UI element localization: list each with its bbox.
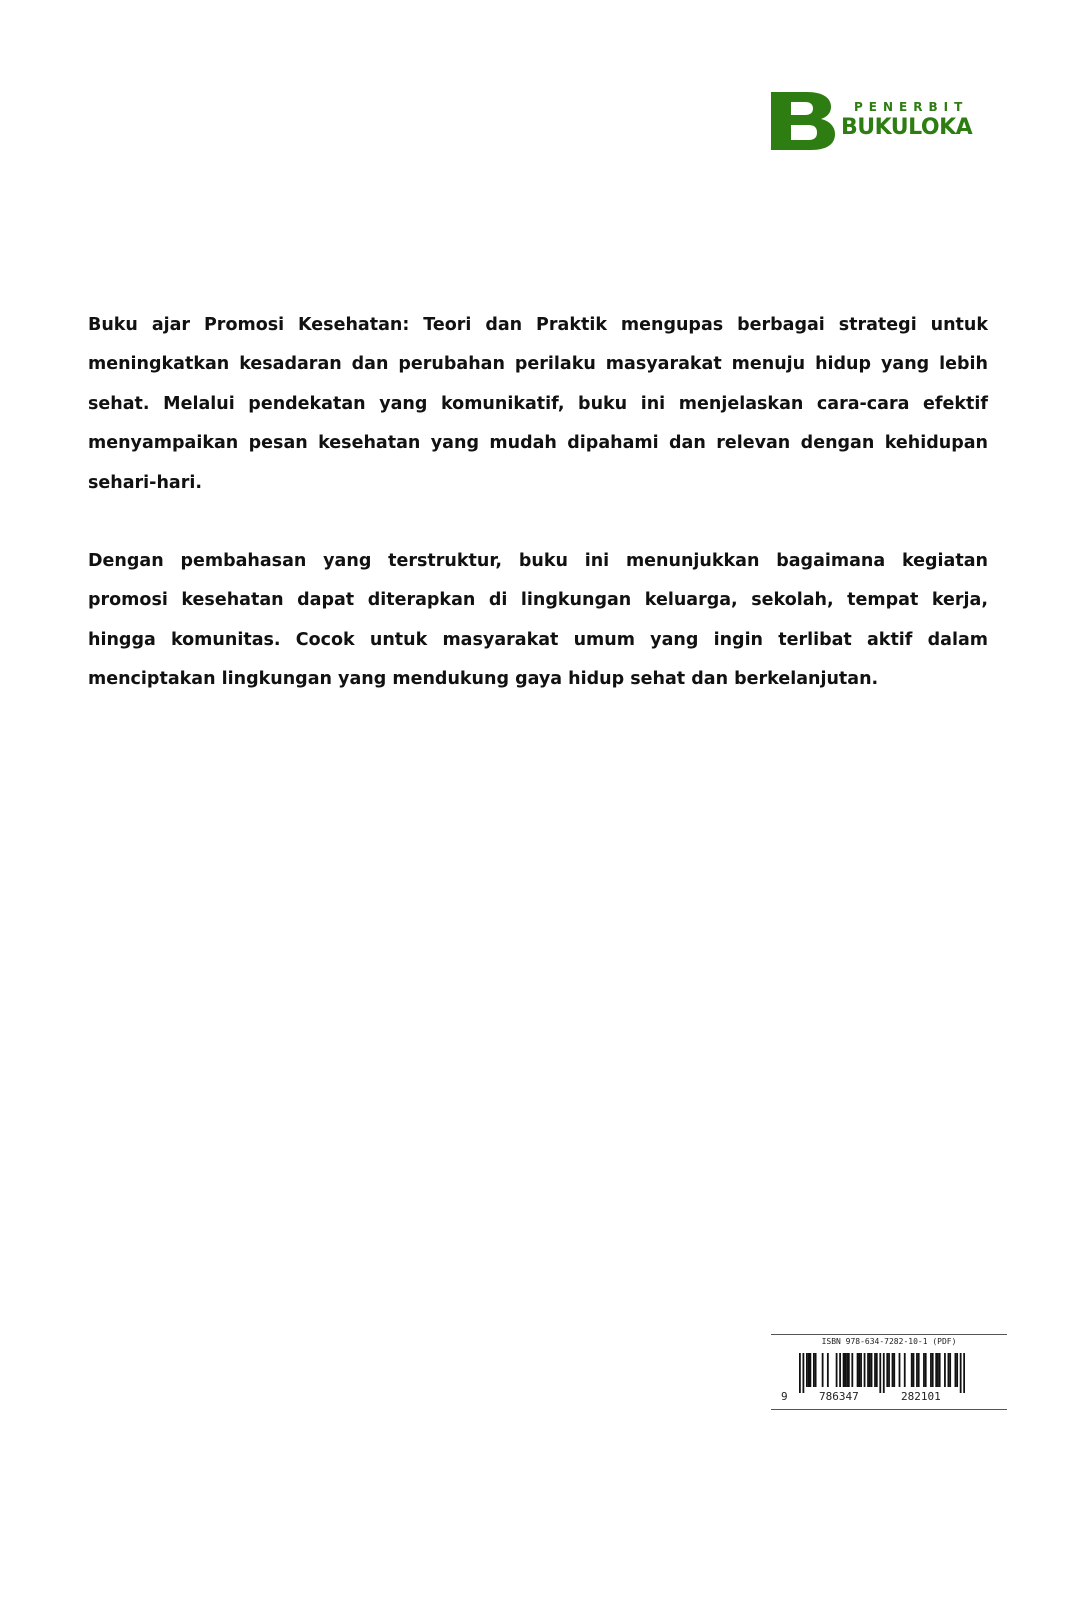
barcode-bar <box>956 1353 958 1387</box>
barcode-bar <box>948 1353 950 1387</box>
barcode-bar <box>883 1353 885 1393</box>
barcode-bar <box>874 1353 876 1387</box>
barcode-bar <box>822 1353 824 1387</box>
barcode-bar <box>955 1353 957 1387</box>
back-cover-blurb <box>88 306 988 739</box>
letter-b-logo-icon <box>771 92 835 150</box>
barcode-bar <box>836 1353 838 1387</box>
barcode-bar <box>939 1353 941 1387</box>
barcode-bar <box>893 1353 895 1387</box>
barcode-bar <box>827 1353 829 1387</box>
barcode-bar <box>806 1353 808 1387</box>
publisher-prefix: PENERBIT <box>854 100 969 114</box>
barcode-first-digit: 9 <box>781 1390 788 1403</box>
barcode-bar <box>899 1353 901 1387</box>
barcode-bar <box>925 1353 927 1387</box>
barcode-bar <box>864 1353 866 1387</box>
barcode-bar <box>869 1353 871 1387</box>
barcode-bar <box>949 1353 951 1387</box>
barcode-bar <box>937 1353 939 1387</box>
barcode-bar <box>844 1353 846 1387</box>
barcode-bar <box>911 1353 913 1387</box>
barcode-bar <box>932 1353 934 1387</box>
barcode-bar <box>888 1353 890 1387</box>
barcode-bar <box>867 1353 869 1387</box>
barcode-bar <box>857 1353 859 1387</box>
barcode-bar <box>808 1353 810 1387</box>
barcode-bar <box>860 1353 862 1387</box>
barcode-bar <box>809 1353 811 1387</box>
barcode-bar <box>886 1353 888 1387</box>
barcode-bar <box>918 1353 920 1387</box>
barcode-bar <box>843 1353 845 1387</box>
blurb-paragraph-1: Buku ajar Promosi Kesehatan: Teori dan Praktik mengupas berbagai strategi untuk meningkatkan kesadaran dan perubahan perilaku masyarakat menuju hidup yang lebih sehat. Melalui pendekatan yang komunikatif, buku ini menjelaskan cara-cara efektif menyampaikan pesan kesehatan yang mudah dipahami dan relevan dengan kehidupan sehari-hari. <box>88 315 988 493</box>
barcode-bar <box>848 1353 850 1387</box>
barcode-bar <box>904 1353 906 1387</box>
publisher-name: BUKULOKA <box>841 115 973 140</box>
barcode-bar <box>879 1353 881 1393</box>
barcode-bar <box>935 1353 937 1387</box>
barcode-bar <box>916 1353 918 1387</box>
barcode-bar <box>799 1353 801 1393</box>
isbn-barcode-block <box>771 1334 1007 1410</box>
barcode-bar <box>930 1353 932 1387</box>
barcode-bar <box>913 1353 915 1387</box>
barcode-bar <box>960 1353 962 1393</box>
barcode-icon <box>799 1353 965 1393</box>
barcode-bar <box>813 1353 815 1387</box>
barcode-bar <box>846 1353 848 1387</box>
barcode-right-digits: 282101 <box>901 1390 941 1403</box>
barcode-bar <box>802 1353 804 1393</box>
barcode-bar <box>876 1353 878 1387</box>
barcode-bar <box>815 1353 817 1387</box>
isbn-label: ISBN 978-634-7282-10-1 (PDF) <box>821 1337 957 1346</box>
barcode-bar <box>851 1353 853 1387</box>
barcode-bar <box>839 1353 841 1387</box>
barcode-bar <box>858 1353 860 1387</box>
barcode-bar <box>944 1353 946 1387</box>
publisher-logo <box>771 92 991 152</box>
barcode-bar <box>871 1353 873 1387</box>
blurb-paragraph-2: Dengan pembahasan yang terstruktur, buku ini menunjukkan bagaimana kegiatan promosi kesehatan dapat diterapkan di lingkungan keluarga, sekolah, tempat kerja, hingga komunitas. Cocok untuk masyarakat umum yang ingin terlibat aktif dalam menciptakan lingkungan yang mendukung gaya hidup sehat dan berkelanjutan. <box>88 551 988 690</box>
barcode-bar <box>923 1353 925 1387</box>
barcode-bar <box>892 1353 894 1387</box>
barcode-bar <box>963 1353 965 1393</box>
barcode-left-digits: 786347 <box>819 1390 859 1403</box>
